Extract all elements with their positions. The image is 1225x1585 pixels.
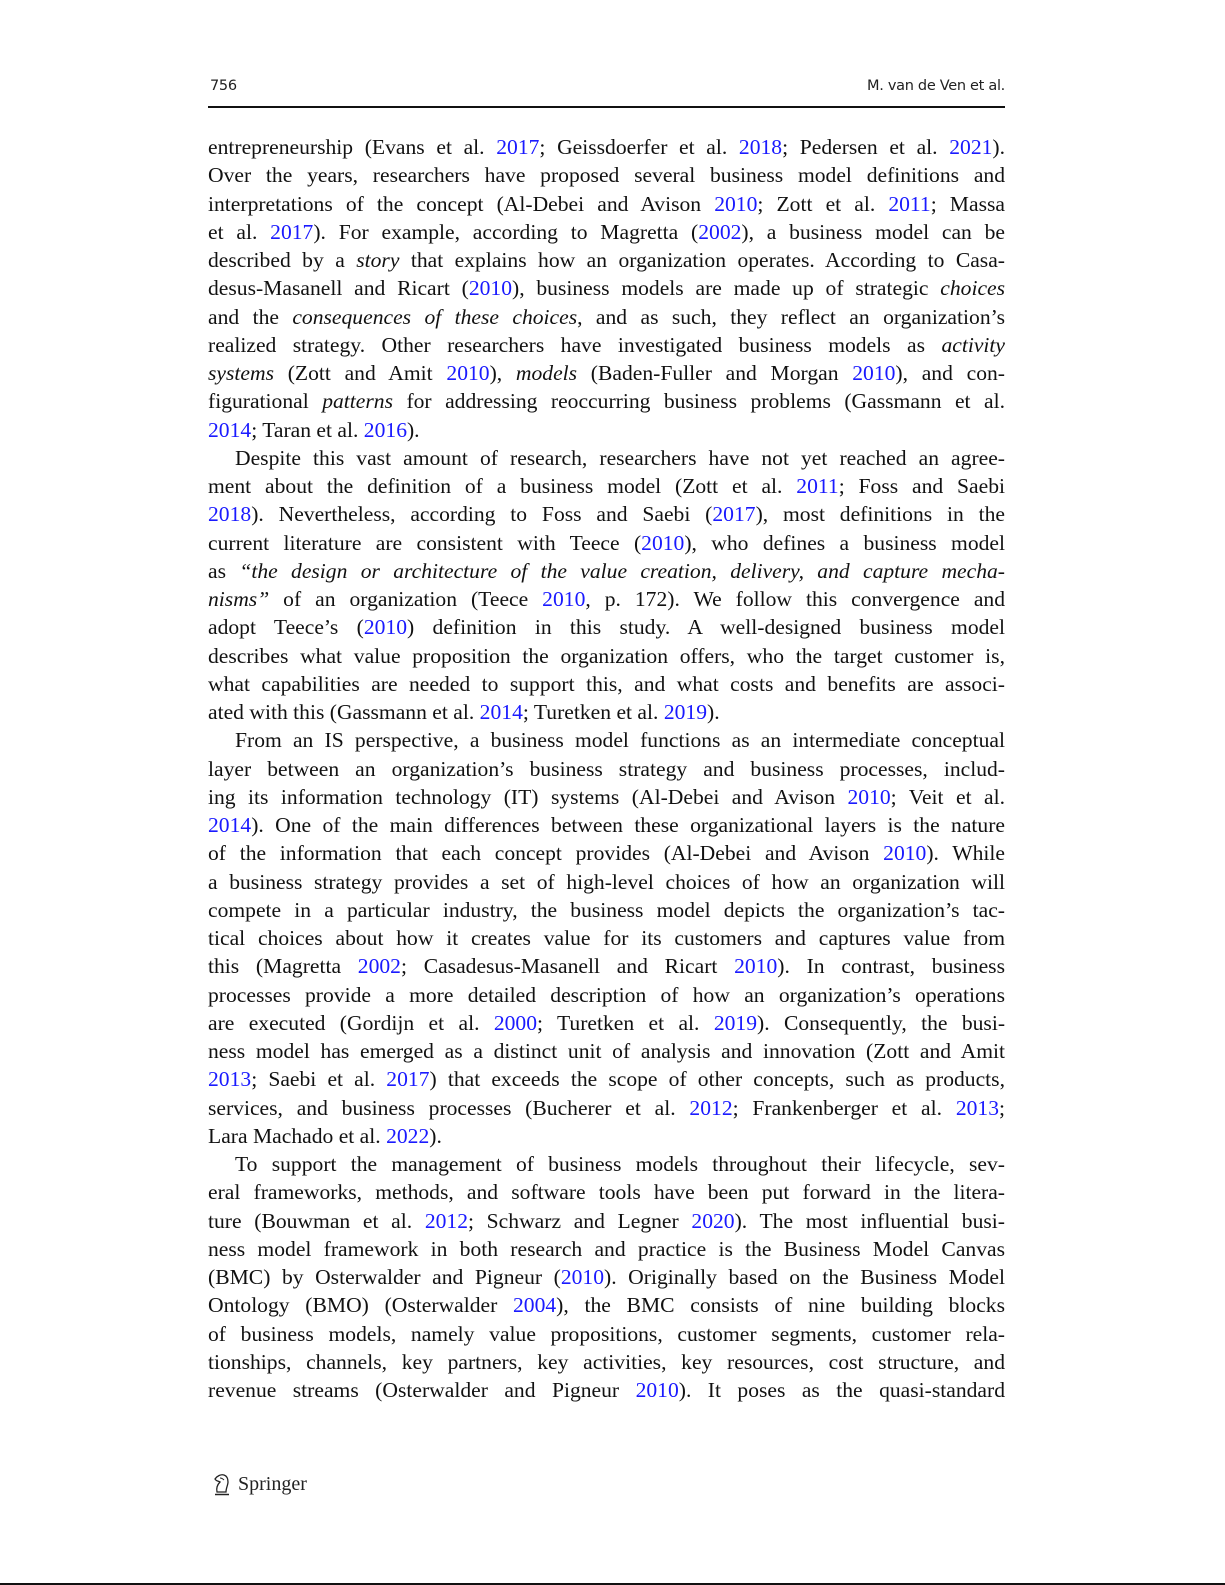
- text-run: what capabilities are needed to support this, and what costs and benefits are associ-: [208, 671, 1005, 696]
- text-line: [208, 1037, 1005, 1065]
- text-run: realized strategy. Other researchers have investigated business models as: [208, 332, 942, 357]
- text-run: To support the management of business models throughout their lifecycle, sev-: [235, 1152, 1005, 1176]
- text-line: [208, 1376, 1005, 1404]
- citation-year-link[interactable]: 2019: [713, 1010, 758, 1035]
- text-run: are executed (Gordijn et al.: [208, 1010, 494, 1035]
- text-run: ; Turetken et al.: [537, 1010, 714, 1035]
- text-run: ;: [999, 1095, 1005, 1120]
- text-line: [208, 218, 1005, 246]
- text-run: ). One of the main differences between these organizational layers is the nature: [251, 813, 1005, 837]
- text-run: ). The most influential busi-: [734, 1208, 1005, 1233]
- text-run: entrepreneurship (Evans et al.: [208, 135, 497, 159]
- text-run: ). While: [926, 841, 1006, 866]
- text-line: [208, 981, 1005, 1009]
- text-run: et al.: [208, 219, 271, 244]
- italic-text: patterns: [322, 389, 393, 414]
- text-run: ).: [707, 700, 720, 724]
- text-run: as: [208, 558, 240, 583]
- text-run: , and as such, they reflect an organization’s: [577, 304, 1006, 329]
- text-line: [208, 331, 1005, 359]
- text-run: current literature are consistent with Teece (: [208, 530, 642, 555]
- text-line: [208, 500, 1005, 528]
- text-line: [208, 670, 1005, 698]
- text-run: ; Frankenberger et al.: [732, 1095, 956, 1120]
- body-text: [208, 133, 1005, 1404]
- citation-year-link[interactable]: 2010: [734, 954, 778, 979]
- citation-year-link[interactable]: 2019: [663, 700, 707, 724]
- text-run: ; Saebi et al.: [251, 1067, 387, 1092]
- text-line: [208, 1150, 1005, 1178]
- text-run: compete in a particular industry, the business model depicts the organization’s tac-: [208, 897, 1005, 922]
- text-run: ; Veit et al.: [890, 784, 1006, 809]
- text-line: [208, 359, 1005, 387]
- text-line: [208, 444, 1005, 472]
- text-line: [208, 1122, 1005, 1150]
- text-line: [208, 416, 1005, 444]
- text-run: Ontology (BMO) (Osterwalder: [208, 1293, 513, 1318]
- text-run: , p. 172). We follow this convergence and: [585, 587, 1006, 611]
- text-line: [208, 698, 1005, 726]
- text-run: ing its information technology (IT) systems (Al-Debei and Avison: [208, 784, 848, 809]
- text-run: ) that exceeds the scope of other concepts, such as products,: [429, 1067, 1005, 1092]
- italic-text: activity: [941, 332, 1005, 357]
- text-run: revenue streams (Osterwalder and Pigneur: [208, 1378, 636, 1402]
- text-run: described by a: [208, 248, 357, 272]
- text-run: Lara Machado et al.: [208, 1123, 387, 1148]
- citation-year-link[interactable]: 2018: [208, 502, 252, 527]
- text-run: (BMC) by Osterwalder and Pigneur (: [208, 1265, 561, 1289]
- citation-year-link[interactable]: 2010: [468, 276, 512, 301]
- citation-year-link[interactable]: 2017: [496, 135, 540, 159]
- text-run: ). In contrast, business: [777, 954, 1005, 979]
- text-run: a business strategy provides a set of high-level choices of how an organization will: [208, 869, 1005, 894]
- text-line: [208, 924, 1005, 952]
- text-line: [208, 161, 1005, 189]
- text-run: tical choices about how it creates value for its customers and captures value from: [208, 926, 1005, 950]
- text-line: [208, 613, 1005, 641]
- text-run: of an organization (Teece: [269, 587, 543, 611]
- text-line: [208, 868, 1005, 896]
- text-run: that explains how an organization operates. According to Casa-: [399, 248, 1005, 272]
- text-run: ; Casadesus-Masanell and Ricart: [400, 954, 735, 979]
- text-run: ). It poses as the quasi-standard: [678, 1378, 1005, 1402]
- text-run: ) definition in this study. A well-designed business model: [407, 615, 1006, 640]
- citation-year-link[interactable]: 2010: [714, 191, 758, 216]
- citation-year-link[interactable]: 2014: [208, 813, 252, 837]
- text-run: processes provide a more detailed description of how an organization’s operations: [208, 982, 1005, 1007]
- springer-horse-logo-icon: [212, 1472, 232, 1496]
- text-line: [208, 472, 1005, 500]
- citation-year-link[interactable]: 2020: [691, 1208, 735, 1233]
- text-line: [208, 190, 1005, 218]
- text-run: Over the years, researchers have proposed several business model definitions and: [208, 163, 1005, 188]
- text-run: ness model has emerged as a distinct unit of analysis and innovation (Zott and Amit: [208, 1039, 1005, 1063]
- text-run: eral frameworks, methods, and software tools have been put forward in the litera-: [208, 1180, 1005, 1205]
- citation-year-link[interactable]: 2010: [852, 361, 896, 385]
- page-number: 756: [210, 78, 237, 94]
- text-run: (Zott and Amit: [273, 361, 447, 385]
- text-run: ). Nevertheless, according to Foss and Saebi (: [251, 502, 713, 527]
- citation-year-link[interactable]: 2013: [955, 1095, 999, 1120]
- italic-text: choices: [940, 276, 1006, 301]
- text-run: ; Schwarz and Legner: [468, 1208, 692, 1233]
- citation-year-link[interactable]: 2010: [641, 530, 685, 555]
- text-line: [208, 811, 1005, 839]
- text-run: Despite this vast amount of research, researchers have not yet reached an agree-: [235, 445, 1005, 470]
- citation-year-link[interactable]: 2010: [542, 587, 586, 611]
- text-run: and the: [208, 304, 293, 329]
- text-run: ). Consequently, the busi-: [757, 1010, 1006, 1035]
- text-run: ; Foss and Saebi: [838, 474, 1005, 498]
- italic-text: consequences of these choices: [292, 304, 578, 329]
- text-run: ), the BMC consists of nine building blocks: [556, 1293, 1005, 1318]
- running-head: [210, 74, 1005, 100]
- publisher-name: Springer: [238, 1472, 307, 1495]
- text-line: [208, 1094, 1005, 1122]
- citation-year-link[interactable]: 2017: [712, 502, 756, 527]
- text-run: ), and con-: [895, 361, 1005, 385]
- citation-year-link[interactable]: 2021: [949, 135, 993, 159]
- text-line: [208, 755, 1005, 783]
- citation-year-link[interactable]: 2017: [386, 1067, 430, 1092]
- italic-text: “the design or architecture of the value creation, delivery, and capture mecha-: [239, 558, 1006, 583]
- text-run: ). For example, according to Magretta (: [313, 219, 699, 244]
- text-run: ; Zott et al.: [757, 191, 889, 216]
- citation-year-link[interactable]: 2022: [386, 1123, 430, 1148]
- text-line: [208, 1291, 1005, 1319]
- citation-year-link[interactable]: 2002: [698, 219, 742, 244]
- citation-year-link[interactable]: 2013: [208, 1067, 252, 1092]
- text-run: ).: [429, 1123, 442, 1148]
- citation-year-link[interactable]: 2010: [635, 1378, 679, 1402]
- text-line: [208, 1178, 1005, 1206]
- text-run: ture (Bouwman et al.: [208, 1208, 425, 1233]
- text-run: ; Pedersen et al.: [782, 135, 950, 159]
- text-line: [208, 387, 1005, 415]
- citation-year-link[interactable]: 2000: [493, 1010, 538, 1035]
- citation-year-link[interactable]: 2010: [847, 784, 891, 809]
- citation-year-link[interactable]: 2011: [796, 474, 839, 498]
- text-run: ated with this (Gassmann et al.: [208, 700, 480, 724]
- text-line: [208, 246, 1005, 274]
- citation-year-link[interactable]: 2010: [560, 1265, 605, 1289]
- italic-text: systems: [208, 361, 274, 385]
- text-run: layer between an organization’s business strategy and business processes, includ-: [208, 756, 1005, 781]
- publisher-footer: [212, 1470, 307, 1498]
- text-run: ment about the definition of a business model (Zott et al.: [208, 474, 797, 498]
- citation-year-link[interactable]: 2010: [363, 615, 408, 640]
- text-line: [208, 585, 1005, 613]
- text-line: [208, 1320, 1005, 1348]
- text-run: adopt Teece’s (: [208, 615, 364, 640]
- text-run: figurational: [208, 389, 323, 414]
- italic-text: models: [515, 361, 578, 385]
- text-line: [208, 1348, 1005, 1376]
- text-run: ; Massa: [930, 191, 1005, 216]
- citation-year-link[interactable]: 2014: [208, 417, 252, 442]
- citation-year-link[interactable]: 2017: [270, 219, 314, 244]
- running-head-authors: M. van de Ven et al.: [867, 78, 1005, 94]
- text-line: [208, 1207, 1005, 1235]
- text-line: [208, 1065, 1005, 1093]
- text-run: for addressing reoccurring business problems (Gassmann et al.: [392, 389, 1005, 414]
- citation-year-link[interactable]: 2018: [738, 135, 783, 159]
- text-run: describes what value proposition the organization offers, who the target customer is,: [208, 643, 1005, 668]
- text-run: desus-Masanell and Ricart (: [208, 276, 469, 301]
- text-run: of the information that each concept provides (Al-Debei and Avison: [208, 841, 884, 866]
- text-run: (Baden-Fuller and Morgan: [577, 361, 853, 385]
- text-line: [208, 557, 1005, 585]
- header-rule: [208, 106, 1005, 108]
- text-line: [208, 133, 1005, 161]
- citation-year-link[interactable]: 2012: [689, 1095, 733, 1120]
- italic-text: story: [356, 248, 400, 272]
- citation-year-link[interactable]: 2011: [888, 191, 931, 216]
- text-line: [208, 896, 1005, 924]
- text-line: [208, 839, 1005, 867]
- citation-year-link[interactable]: 2010: [446, 361, 490, 385]
- text-line: [208, 783, 1005, 811]
- text-run: ness model framework in both research and practice is the Business Model Canvas: [208, 1236, 1005, 1261]
- text-line: [208, 1009, 1005, 1037]
- citation-year-link[interactable]: 2010: [883, 841, 927, 866]
- text-line: [208, 726, 1005, 754]
- text-run: interpretations of the concept (Al-Debei and Avison: [208, 191, 715, 216]
- text-run: ), a business model can be: [741, 219, 1006, 244]
- text-run: tionships, channels, key partners, key activities, key resources, cost structure, and: [208, 1349, 1005, 1374]
- italic-text: nisms”: [208, 587, 270, 611]
- text-line: [208, 642, 1005, 670]
- text-run: this (Magretta: [208, 954, 358, 979]
- text-run: ). Originally based on the Business Model: [604, 1265, 1005, 1289]
- text-run: ),: [489, 361, 516, 385]
- text-line: [208, 529, 1005, 557]
- text-line: [208, 274, 1005, 302]
- text-run: ).: [406, 417, 420, 442]
- text-line: [208, 1263, 1005, 1291]
- text-run: ; Taran et al.: [251, 417, 364, 442]
- text-line: [208, 303, 1005, 331]
- text-run: ; Turetken et al.: [522, 700, 664, 724]
- citation-year-link[interactable]: 2012: [424, 1208, 468, 1233]
- citation-year-link[interactable]: 2004: [512, 1293, 557, 1318]
- text-run: of business models, namely value propositions, customer segments, customer rela-: [208, 1321, 1005, 1346]
- citation-year-link[interactable]: 2014: [479, 700, 523, 724]
- text-line: [208, 952, 1005, 980]
- text-run: From an IS perspective, a business model functions as an intermediate conceptual: [235, 728, 1005, 753]
- citation-year-link[interactable]: 2016: [363, 417, 407, 442]
- text-run: ), most definitions in the: [755, 502, 1005, 527]
- text-run: ), business models are made up of strategic: [512, 276, 941, 301]
- text-run: services, and business processes (Bucherer et al.: [208, 1095, 690, 1120]
- text-run: ).: [992, 135, 1005, 159]
- citation-year-link[interactable]: 2002: [357, 954, 401, 979]
- text-line: [208, 1235, 1005, 1263]
- text-run: ; Geissdoerfer et al.: [539, 135, 739, 159]
- text-run: ), who defines a business model: [684, 530, 1005, 555]
